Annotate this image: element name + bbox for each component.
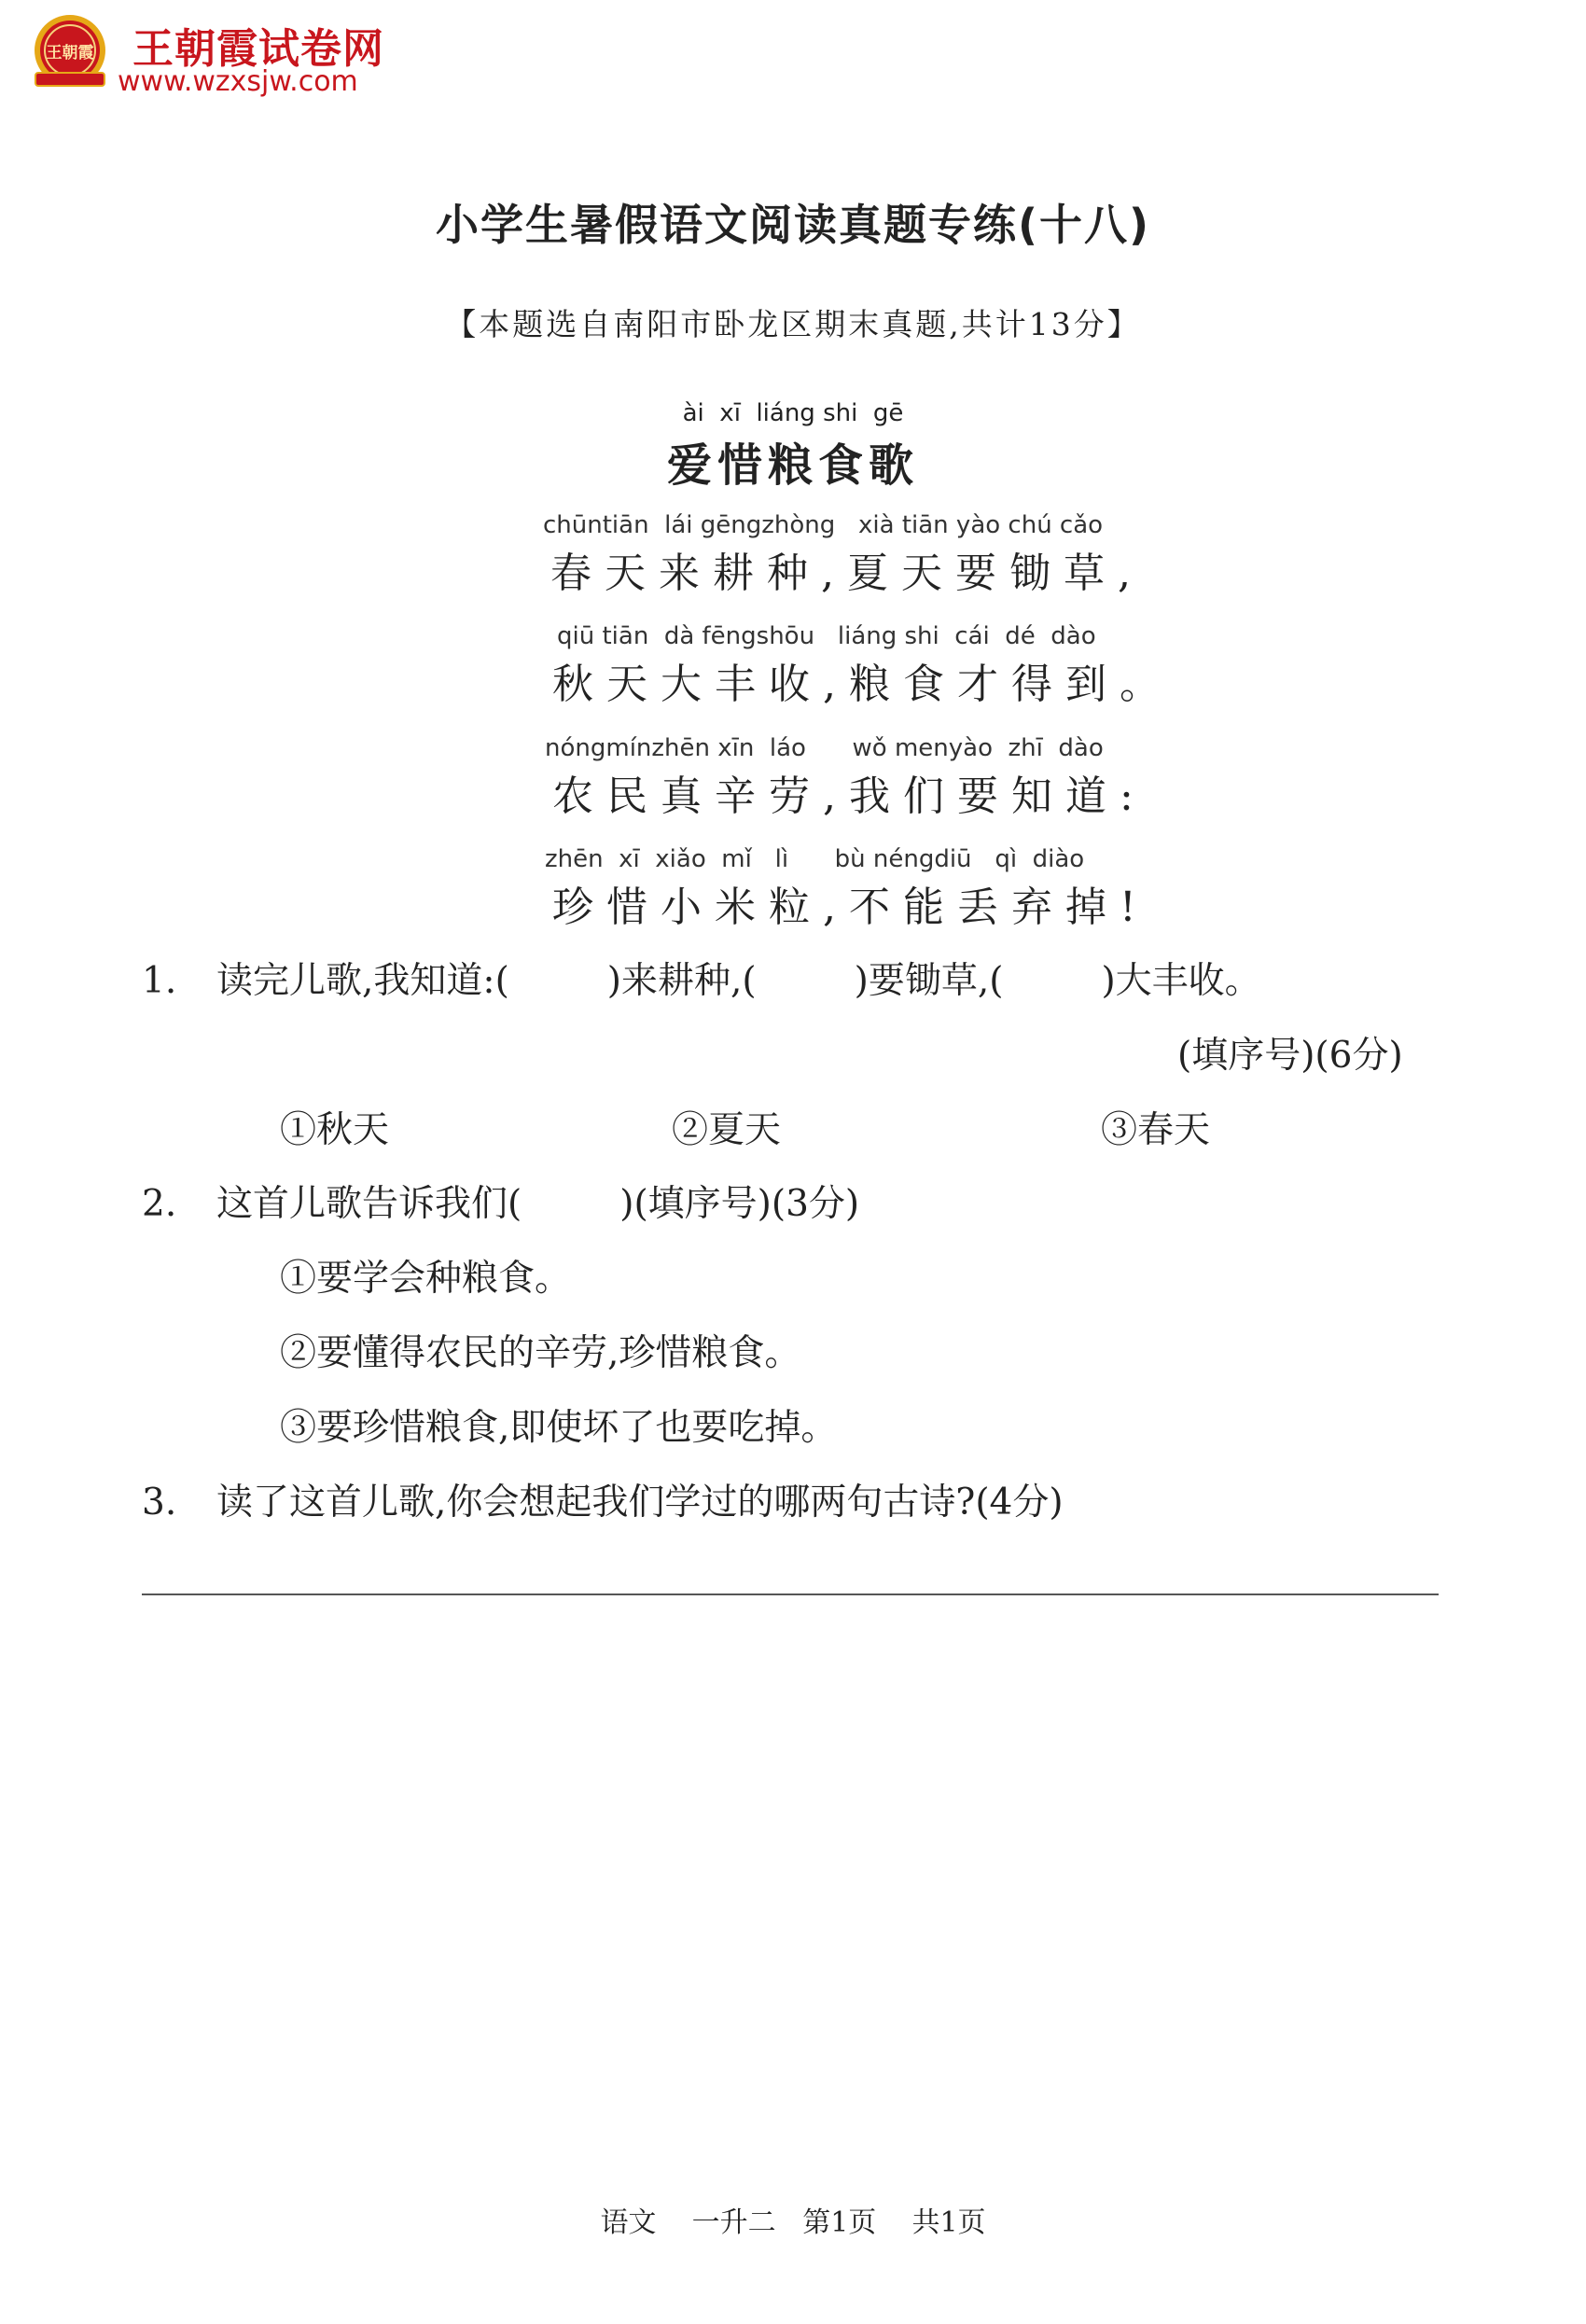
logo-badge-text: 王朝霞 xyxy=(46,44,94,63)
footer-page: 第1页 xyxy=(802,2206,877,2239)
logo-url[interactable]: www.wzxsjw.com xyxy=(118,65,358,98)
logo-badge-icon xyxy=(28,11,112,95)
poem-title-pinyin: ài xī liáng shi gē xyxy=(682,399,904,427)
poem-line-pinyin: nóngmínzhēn xīn láo wǒ menyào zhī dào xyxy=(545,734,1104,762)
page-title: 小学生暑假语文阅读真题专练(十八) xyxy=(435,200,1151,250)
question-text: 这首儿歌告诉我们( xyxy=(216,1183,522,1225)
page-footer xyxy=(0,2199,1586,2240)
option[interactable]: ③春天 xyxy=(1101,1109,1211,1151)
poem-line: 秋天大丰收,粮食才得到。 xyxy=(552,661,1174,708)
option[interactable]: ①要学会种粮食。 xyxy=(280,1258,572,1300)
poem-line: 珍惜小米粒,不能丢弃掉! xyxy=(552,884,1149,931)
poem-line: 春天来耕种,夏天要锄草, xyxy=(550,550,1144,597)
question-text: )要锄草,( xyxy=(854,960,1004,1002)
question-2 xyxy=(142,1175,859,1227)
question-number: 2. xyxy=(142,1183,177,1225)
logo-name: 王朝霞试卷网 xyxy=(132,25,384,73)
answer-line[interactable] xyxy=(142,1593,1439,1595)
question-source: 【本题选自南阳市卧龙区期末真题,共计13分】 xyxy=(445,306,1141,342)
question-1-note: (填序号)(6分) xyxy=(1177,1035,1403,1077)
site-logo xyxy=(28,9,401,103)
question-text: )大丰收。 xyxy=(1101,960,1261,1002)
footer-total: 共1页 xyxy=(911,2206,986,2239)
question-number: 3. xyxy=(142,1482,177,1524)
question-text: 读完儿歌,我知道:( xyxy=(216,960,509,1002)
footer-grade: 一升二 xyxy=(691,2206,776,2239)
option[interactable]: ②夏天 xyxy=(672,1109,782,1151)
option[interactable]: ①秋天 xyxy=(280,1109,390,1151)
option[interactable]: ③要珍惜粮食,即使坏了也要吃掉。 xyxy=(280,1407,838,1449)
poem-line-pinyin: zhēn xī xiǎo mǐ lì bù néngdiū qì diào xyxy=(545,845,1085,873)
poem-line-pinyin: chūntiān lái gēngzhòng xià tiān yào chú cǎo xyxy=(543,511,1104,539)
poem-title: 爱惜粮食歌 xyxy=(666,439,919,492)
question-1 xyxy=(142,952,1261,1004)
question-3 xyxy=(142,1473,1064,1525)
question-number: 1. xyxy=(142,960,177,1002)
option[interactable]: ②要懂得农民的辛劳,珍惜粮食。 xyxy=(280,1332,801,1374)
question-text: 读了这首儿歌,你会想起我们学过的哪两句古诗?(4分) xyxy=(216,1482,1064,1524)
question-text: )(填序号)(3分) xyxy=(619,1183,860,1225)
poem-line-pinyin: qiū tiān dà fēngshōu liáng shi cái dé dào xyxy=(557,622,1096,650)
question-text: )来耕种,( xyxy=(606,960,757,1002)
poem-line: 农民真辛劳,我们要知道: xyxy=(552,772,1147,820)
footer-subject: 语文 xyxy=(600,2206,657,2239)
